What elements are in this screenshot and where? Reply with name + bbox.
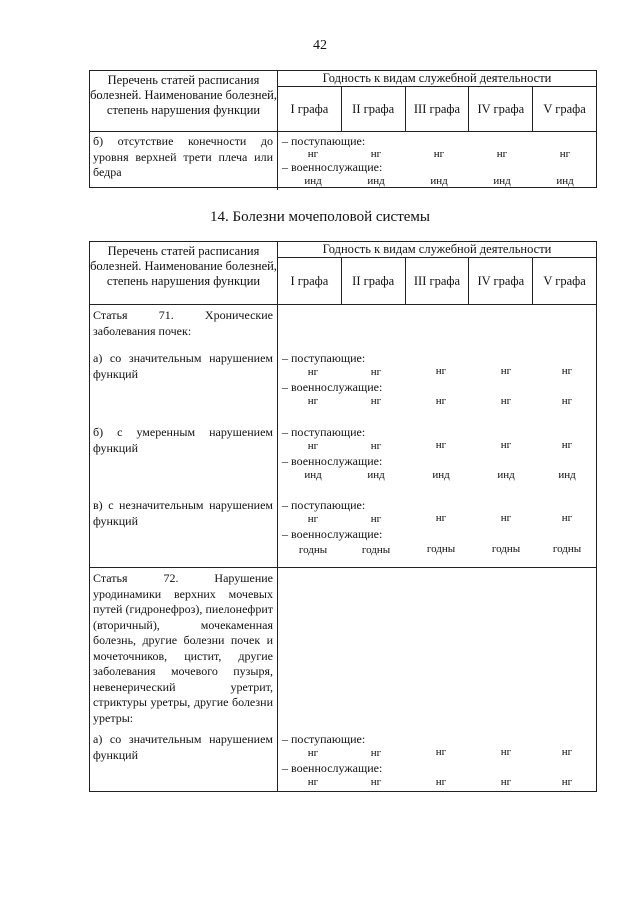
header-top: Годность к видам служебной деятельности xyxy=(278,242,596,258)
cell: нг xyxy=(307,513,319,525)
cell: нг xyxy=(561,776,573,788)
serving-label: – военнослужащие: xyxy=(282,527,383,541)
header-left: Перечень статей расписания болезней. Наименование болезней, степень нарушения функции xyxy=(90,71,278,131)
cell: нг xyxy=(435,746,447,758)
row-text: а) со значительным нарушением функций xyxy=(93,732,273,762)
cell: нг xyxy=(307,395,319,407)
incoming-label: – поступающие: xyxy=(282,498,366,512)
cell: нг xyxy=(561,746,573,758)
cell: нг xyxy=(307,440,319,452)
cell: нг xyxy=(307,148,319,160)
row-text: а) со значительным нарушением функций xyxy=(93,351,273,381)
cell: нг xyxy=(500,746,512,758)
cell: нг xyxy=(496,148,508,160)
cell: нг xyxy=(500,395,512,407)
cell: нг xyxy=(433,148,445,160)
cell: инд xyxy=(430,175,448,187)
col-header: V графа xyxy=(532,87,596,131)
cell: нг xyxy=(435,512,447,524)
col-header: III графа xyxy=(405,258,469,304)
cell: инд xyxy=(556,175,574,187)
cell: нг xyxy=(435,776,447,788)
serving-label: – военнослужащие: xyxy=(282,380,383,394)
incoming-label: – поступающие: xyxy=(282,425,366,439)
table-row-art71 xyxy=(90,305,596,567)
cell: нг xyxy=(370,513,382,525)
cell: годны xyxy=(361,544,391,556)
header-top: Годность к видам служебной деятельности xyxy=(278,71,596,87)
row-text: б) отсутствие конечности до уровня верхней трети плеча или бедра xyxy=(93,134,273,179)
serving-label: – военнослужащие: xyxy=(282,160,383,174)
col-header: IV графа xyxy=(468,87,532,131)
cell: инд xyxy=(493,175,511,187)
col-header: V графа xyxy=(532,258,596,304)
cell: инд xyxy=(432,469,450,481)
page-number: 42 xyxy=(313,38,327,53)
col-header: II графа xyxy=(341,87,405,131)
cell: нг xyxy=(500,512,512,524)
cell: инд xyxy=(497,469,515,481)
col-header: II графа xyxy=(341,258,405,304)
cell: нг xyxy=(561,395,573,407)
cell: годны xyxy=(426,543,456,555)
cell: нг xyxy=(561,512,573,524)
cell: нг xyxy=(370,776,382,788)
col-header: IV графа xyxy=(468,258,532,304)
table-main xyxy=(89,241,597,792)
cell: годны xyxy=(491,543,521,555)
cell: инд xyxy=(367,175,385,187)
cell: годны xyxy=(298,544,328,556)
cell: нг xyxy=(435,395,447,407)
cell: нг xyxy=(559,148,571,160)
cell: нг xyxy=(500,439,512,451)
cell: инд xyxy=(367,469,385,481)
cell: нг xyxy=(307,747,319,759)
cell: инд xyxy=(304,469,322,481)
cell: нг xyxy=(561,365,573,377)
cell: инд xyxy=(304,175,322,187)
cell: нг xyxy=(307,366,319,378)
section-title: 14. Болезни мочеполовой системы xyxy=(210,209,430,225)
cell: нг xyxy=(370,395,382,407)
cell: инд xyxy=(558,469,576,481)
cell: нг xyxy=(561,439,573,451)
cell: нг xyxy=(435,439,447,451)
table-row xyxy=(90,132,596,190)
table-row-art72 xyxy=(90,567,596,791)
incoming-label: – поступающие: xyxy=(282,351,366,365)
incoming-label: – поступающие: xyxy=(282,732,366,746)
header-left: Перечень статей расписания болезней. Наименование болезней, степень нарушения функции xyxy=(90,242,278,304)
table-top xyxy=(89,70,597,188)
row-text: в) с незначительным нарушением функций xyxy=(93,498,273,528)
col-header: I графа xyxy=(290,273,329,288)
article-title: Статья 72. Нарушение уродинамики верхних мочевых путей (гидронефроз), пиелонефрит (вторичный), мочекаменная болезнь, другие болезни почек и мочеточников, цистит, другие заболевания мочевого пузыря, невенерический уретрит, стриктуры уретры, другие болезни уретры: xyxy=(93,571,273,725)
serving-label: – военнослужащие: xyxy=(282,761,383,775)
table-header xyxy=(90,71,596,132)
cell: нг xyxy=(370,366,382,378)
serving-label: – военнослужащие: xyxy=(282,454,383,468)
incoming-label: – поступающие: xyxy=(282,134,366,148)
table-header xyxy=(90,242,596,305)
cell: нг xyxy=(370,440,382,452)
cell: нг xyxy=(370,148,382,160)
cell: нг xyxy=(500,365,512,377)
article-title: Статья 71. Хронические заболевания почек: xyxy=(93,308,273,338)
cell: нг xyxy=(435,365,447,377)
cell: нг xyxy=(307,776,319,788)
cell: нг xyxy=(500,776,512,788)
cell: годны xyxy=(552,543,582,555)
row-text: б) с умеренным нарушением функций xyxy=(93,425,273,455)
col-header: I графа xyxy=(290,101,329,116)
col-header: III графа xyxy=(405,87,469,131)
cell: нг xyxy=(370,747,382,759)
